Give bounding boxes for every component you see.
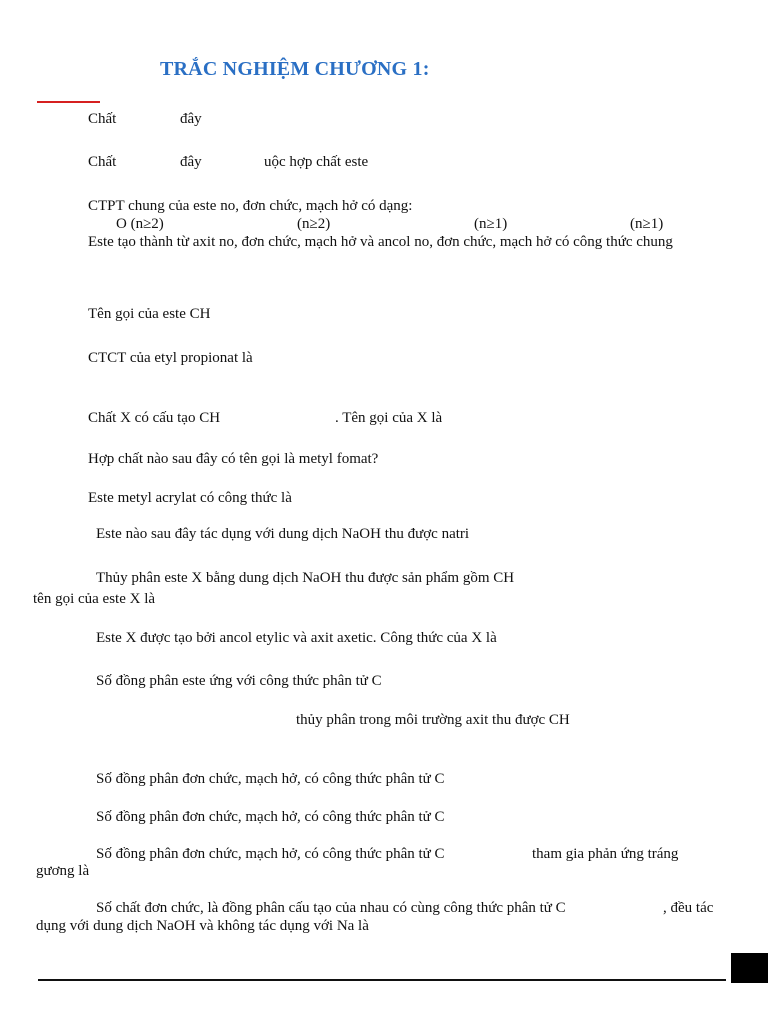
question-2-part-b: đây [180, 154, 202, 170]
question-14-text: thủy phân trong môi trường axit thu được CH [296, 712, 570, 728]
question-3-option-b: (n≥2) [297, 216, 331, 232]
page-title: TRẮC NGHIỆM CHƯƠNG 1: [160, 58, 430, 80]
question-12-text: Este X được tạo bởi ancol etylic và axit axetic. Công thức của X là [96, 630, 497, 646]
page-corner-block [731, 953, 768, 983]
question-9-text: Este metyl acrylat có công thức là [88, 490, 292, 506]
question-2-part-c: uộc hợp chất este [264, 154, 369, 170]
question-17-part-b: tham gia phản ứng tráng [532, 846, 679, 862]
question-11-line-1: Thủy phân este X bằng dung dịch NaOH thu được sản phẩm gồm CH [96, 570, 515, 586]
question-10-text: Este nào sau đây tác dụng với dung dịch NaOH thu được natri [96, 526, 470, 542]
question-3-text: CTPT chung của este no, đơn chức, mạch hở có dạng: [88, 198, 413, 214]
question-4-text: Este tạo thành từ axit no, đơn chức, mạch hở và ancol no, đơn chức, mạch hở có công thức chung [88, 234, 673, 250]
question-3-option-a: O (n≥2) [116, 216, 164, 232]
question-18-part-a: Số chất đơn chức, là đồng phân cấu tạo của nhau có cùng công thức phân tử C [96, 900, 566, 916]
question-17-part-a: Số đồng phân đơn chức, mạch hở, có công thức phân tử C [96, 846, 445, 862]
question-18-part-b: , đều tác [663, 900, 714, 916]
question-1-part-a: Chất [88, 111, 117, 127]
question-7-part-a: Chất X có cấu tạo CH [88, 410, 221, 426]
question-3-option-c: (n≥1) [474, 216, 508, 232]
question-1-part-b: đây [180, 111, 202, 127]
header-red-rule [37, 101, 100, 103]
question-18-line-2: dụng với dung dịch NaOH và không tác dụng với Na là [36, 918, 369, 934]
question-15-text: Số đồng phân đơn chức, mạch hở, có công thức phân tử C [96, 771, 445, 787]
question-7-part-b: . Tên gọi của X là [335, 410, 443, 426]
question-16-text: Số đồng phân đơn chức, mạch hở, có công thức phân tử C [96, 809, 445, 825]
footer-rule [38, 979, 726, 981]
question-2-part-a: Chất [88, 154, 117, 170]
question-11-line-2: tên gọi của este X là [33, 591, 156, 607]
question-13-text: Số đồng phân este ứng với công thức phân tử C [96, 673, 382, 689]
question-6-text: CTCT của etyl propionat là [88, 350, 253, 366]
question-3-option-d: (n≥1) [630, 216, 664, 232]
question-8-text: Hợp chất nào sau đây có tên gọi là metyl fomat? [88, 451, 379, 467]
question-5-text: Tên gọi của este CH [88, 306, 211, 322]
question-17-line-2: gương là [36, 863, 90, 879]
